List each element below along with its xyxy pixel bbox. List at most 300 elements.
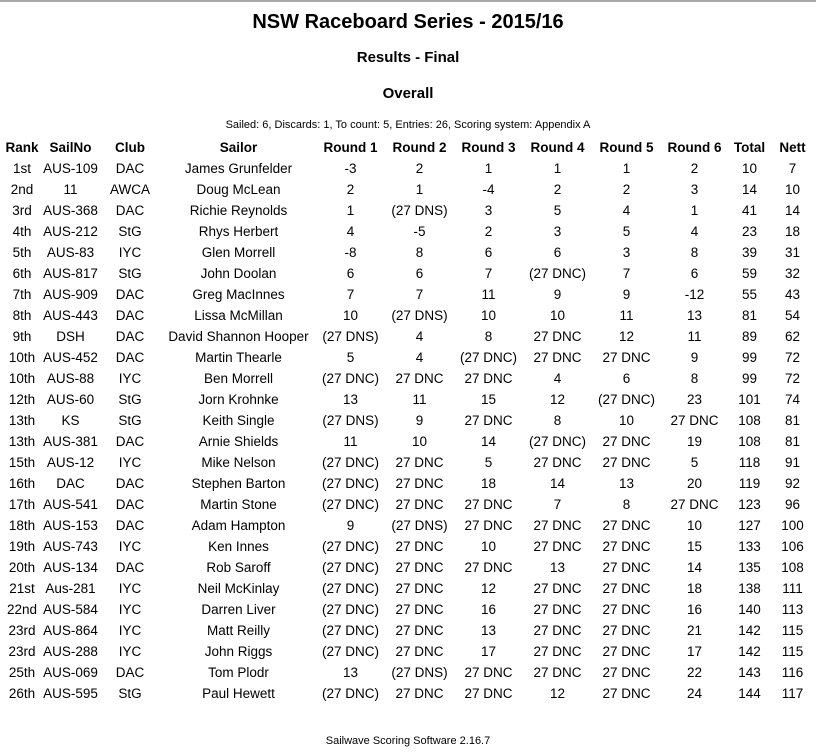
cell-round-1: (27 DNC) xyxy=(321,476,379,491)
cell-nett: 116 xyxy=(781,665,804,680)
cell-round-6: 16 xyxy=(686,602,703,617)
cell-sailno: AUS-817 xyxy=(43,266,98,281)
cell-round-2: 27 DNC xyxy=(395,476,444,491)
table-row xyxy=(2,578,814,599)
cell-club: DAC xyxy=(115,560,145,575)
cell-rank: 19th xyxy=(8,539,36,554)
cell-nett: 92 xyxy=(784,476,801,491)
cell-round-3: 27 DNC xyxy=(464,686,513,701)
cell-round-6: 5 xyxy=(690,455,699,470)
cell-round-6: -12 xyxy=(684,287,705,302)
cell-round-5: 8 xyxy=(622,497,631,512)
cell-round-6: 10 xyxy=(686,518,703,533)
cell-club: StG xyxy=(118,686,142,701)
cell-sailor: Adam Hampton xyxy=(191,518,286,533)
results-table-body xyxy=(2,158,814,704)
cell-nett: 117 xyxy=(781,686,804,701)
cell-round-6: 1 xyxy=(690,203,699,218)
cell-round-5: 27 DNC xyxy=(602,581,651,596)
cell-round-4: (27 DNC) xyxy=(528,434,586,449)
cell-rank: 6th xyxy=(12,266,32,281)
cell-round-1: 5 xyxy=(346,350,355,365)
cell-nett: 81 xyxy=(784,434,801,449)
cell-round-6: 3 xyxy=(690,182,699,197)
cell-round-5: 27 DNC xyxy=(602,518,651,533)
cell-round-3: 15 xyxy=(480,392,497,407)
cell-total: 143 xyxy=(738,665,761,680)
cell-sailno: AUS-212 xyxy=(43,224,98,239)
cell-nett: 62 xyxy=(784,329,801,344)
cell-sailor: Jorn Krohnke xyxy=(198,392,279,407)
table-row xyxy=(2,452,814,473)
cell-round-6: 22 xyxy=(686,665,703,680)
column-header-round-4: Round 4 xyxy=(530,139,585,155)
cell-round-5: 9 xyxy=(622,287,631,302)
cell-rank: 16th xyxy=(8,476,36,491)
cell-round-4: 27 DNC xyxy=(533,581,582,596)
cell-round-1: (27 DNC) xyxy=(321,644,379,659)
cell-round-2: 27 DNC xyxy=(395,581,444,596)
table-row xyxy=(2,431,814,452)
cell-round-2: (27 DNS) xyxy=(391,203,448,218)
cell-round-4: 27 DNC xyxy=(533,350,582,365)
table-row xyxy=(2,641,814,662)
cell-total: 127 xyxy=(738,518,761,533)
cell-round-3: 10 xyxy=(480,539,497,554)
table-row xyxy=(2,389,814,410)
cell-round-6: 21 xyxy=(686,623,703,638)
cell-round-5: 27 DNC xyxy=(602,665,651,680)
cell-round-4: 10 xyxy=(549,308,566,323)
cell-rank: 13th xyxy=(8,434,36,449)
cell-round-6: 8 xyxy=(690,245,699,260)
cell-club: DAC xyxy=(115,287,145,302)
cell-round-2: 1 xyxy=(415,182,424,197)
cell-sailor: Rob Saroff xyxy=(206,560,271,575)
cell-round-5: 27 DNC xyxy=(602,686,651,701)
cell-round-6: 27 DNC xyxy=(670,413,719,428)
cell-total: 55 xyxy=(741,287,758,302)
cell-round-2: 7 xyxy=(415,287,424,302)
cell-round-2: -5 xyxy=(413,224,426,239)
cell-sailor: Stephen Barton xyxy=(191,476,286,491)
cell-round-2: 27 DNC xyxy=(395,497,444,512)
cell-rank: 20th xyxy=(8,560,36,575)
cell-round-6: 2 xyxy=(690,161,699,176)
cell-club: IYC xyxy=(118,245,142,260)
cell-sailno: AUS-541 xyxy=(43,497,98,512)
cell-rank: 12th xyxy=(8,392,36,407)
cell-round-4: 12 xyxy=(549,392,566,407)
table-row xyxy=(2,620,814,641)
column-header-rank: Rank xyxy=(5,139,39,155)
cell-sailor: Rhys Herbert xyxy=(198,224,279,239)
cell-total: 138 xyxy=(738,581,761,596)
column-header-round-3: Round 3 xyxy=(461,139,516,155)
cell-round-1: (27 DNS) xyxy=(322,329,379,344)
cell-round-6: 23 xyxy=(686,392,703,407)
cell-nett: 43 xyxy=(784,287,801,302)
cell-sailno: AUS-909 xyxy=(43,287,98,302)
cell-round-4: 27 DNC xyxy=(533,644,582,659)
cell-sailno: AUS-443 xyxy=(43,308,98,323)
cell-sailor: John Doolan xyxy=(200,266,277,281)
cell-round-4: 12 xyxy=(549,686,566,701)
cell-sailor: Arnie Shields xyxy=(198,434,279,449)
cell-total: 142 xyxy=(738,644,761,659)
cell-round-4: 6 xyxy=(553,245,562,260)
cell-rank: 5th xyxy=(12,245,32,260)
cell-nett: 31 xyxy=(784,245,801,260)
cell-club: DAC xyxy=(115,350,145,365)
cell-round-4: 27 DNC xyxy=(533,602,582,617)
table-row xyxy=(2,305,814,326)
table-row xyxy=(2,557,814,578)
cell-sailno: AUS-153 xyxy=(43,518,98,533)
cell-round-2: 27 DNC xyxy=(395,644,444,659)
cell-total: 99 xyxy=(741,371,758,386)
cell-round-1: (27 DNC) xyxy=(321,497,379,512)
cell-sailor: John Riggs xyxy=(204,644,273,659)
cell-round-3: 12 xyxy=(480,581,497,596)
cell-sailno: AUS-069 xyxy=(43,665,98,680)
cell-total: 14 xyxy=(741,182,758,197)
cell-round-3: 6 xyxy=(484,245,493,260)
cell-round-2: 2 xyxy=(415,161,424,176)
cell-round-2: 27 DNC xyxy=(395,455,444,470)
cell-total: 89 xyxy=(741,329,758,344)
cell-round-4: 27 DNC xyxy=(533,455,582,470)
cell-nett: 106 xyxy=(781,539,804,554)
cell-round-2: 27 DNC xyxy=(395,686,444,701)
cell-round-2: 27 DNC xyxy=(395,602,444,617)
cell-sailor: Darren Liver xyxy=(201,602,276,617)
cell-round-3: (27 DNC) xyxy=(459,350,517,365)
cell-round-6: 4 xyxy=(690,224,699,239)
cell-round-3: 1 xyxy=(484,161,493,176)
column-header-round-5: Round 5 xyxy=(599,139,654,155)
page-title: NSW Raceboard Series - 2015/16 xyxy=(252,11,564,33)
cell-sailor: Glen Morrell xyxy=(201,245,276,260)
cell-round-3: 5 xyxy=(484,455,493,470)
cell-sailor: Keith Single xyxy=(202,413,275,428)
cell-sailno: AUS-864 xyxy=(43,623,98,638)
cell-total: 81 xyxy=(741,308,758,323)
cell-nett: 72 xyxy=(784,371,801,386)
cell-round-3: 3 xyxy=(484,203,493,218)
cell-total: 10 xyxy=(741,161,758,176)
cell-rank: 7th xyxy=(12,287,32,302)
cell-sailor: Greg MacInnes xyxy=(192,287,285,302)
cell-round-6: 13 xyxy=(686,308,703,323)
cell-round-4: 1 xyxy=(553,161,562,176)
cell-rank: 4th xyxy=(12,224,32,239)
cell-sailor: Martin Stone xyxy=(200,497,277,512)
cell-sailno: AUS-743 xyxy=(43,539,98,554)
cell-round-2: (27 DNS) xyxy=(391,518,448,533)
cell-sailor: Matt Reilly xyxy=(206,623,270,638)
cell-round-2: (27 DNS) xyxy=(391,308,448,323)
cell-sailno: Aus-281 xyxy=(45,581,96,596)
cell-round-2: 11 xyxy=(412,392,427,407)
column-header-round-2: Round 2 xyxy=(392,139,447,155)
column-header-round-1: Round 1 xyxy=(323,139,378,155)
cell-rank: 1st xyxy=(12,161,31,176)
cell-round-3: 13 xyxy=(480,623,497,638)
cell-round-2: 8 xyxy=(415,245,424,260)
cell-club: StG xyxy=(118,224,142,239)
cell-sailor: Tom Plodr xyxy=(208,665,269,680)
cell-total: 118 xyxy=(738,455,761,470)
cell-sailno: AUS-584 xyxy=(43,602,98,617)
cell-total: 142 xyxy=(738,623,761,638)
cell-round-1: -8 xyxy=(344,245,357,260)
cell-round-4: 8 xyxy=(553,413,562,428)
cell-round-3: -4 xyxy=(482,182,495,197)
cell-round-5: 3 xyxy=(622,245,631,260)
cell-total: 108 xyxy=(738,413,761,428)
cell-sailno: DAC xyxy=(56,476,85,491)
cell-rank: 9th xyxy=(12,329,32,344)
cell-total: 59 xyxy=(741,266,758,281)
cell-round-2: (27 DNS) xyxy=(391,665,448,680)
results-table xyxy=(2,136,814,704)
cell-round-2: 27 DNC xyxy=(395,623,444,638)
cell-sailor: Martin Thearle xyxy=(195,350,282,365)
cell-round-5: 27 DNC xyxy=(602,623,651,638)
cell-round-3: 17 xyxy=(480,644,497,659)
cell-round-4: 9 xyxy=(553,287,562,302)
cell-round-6: 11 xyxy=(687,329,702,344)
cell-round-5: 5 xyxy=(622,224,631,239)
series-summary: Sailed: 6, Discards: 1, To count: 5, Entries: 26, Scoring system: Appendix A xyxy=(225,119,591,131)
cell-sailno: AUS-60 xyxy=(46,392,95,407)
cell-round-2: 27 DNC xyxy=(395,560,444,575)
cell-round-1: (27 DNC) xyxy=(321,539,379,554)
cell-total: 144 xyxy=(738,686,761,701)
cell-sailno: AUS-368 xyxy=(43,203,98,218)
cell-rank: 26th xyxy=(8,686,36,701)
cell-round-4: 3 xyxy=(553,224,562,239)
cell-round-6: 20 xyxy=(686,476,703,491)
cell-round-2: 10 xyxy=(411,434,428,449)
table-row xyxy=(2,515,814,536)
table-row xyxy=(2,662,814,683)
cell-total: 108 xyxy=(738,434,761,449)
cell-rank: 2nd xyxy=(10,182,34,197)
table-row xyxy=(2,284,814,305)
cell-nett: 14 xyxy=(784,203,801,218)
cell-nett: 72 xyxy=(784,350,801,365)
cell-round-3: 27 DNC xyxy=(464,371,513,386)
cell-round-1: 2 xyxy=(346,182,355,197)
results-table-header xyxy=(2,136,814,158)
cell-round-2: 27 DNC xyxy=(395,371,444,386)
cell-round-5: 6 xyxy=(622,371,631,386)
cell-sailor: Ken Innes xyxy=(208,539,269,554)
cell-club: IYC xyxy=(118,644,142,659)
cell-club: StG xyxy=(118,266,142,281)
cell-rank: 13th xyxy=(8,413,36,428)
cell-round-1: -3 xyxy=(344,161,357,176)
cell-round-4: 27 DNC xyxy=(533,623,582,638)
cell-club: IYC xyxy=(118,623,142,638)
cell-round-5: 27 DNC xyxy=(602,644,651,659)
cell-round-1: (27 DNC) xyxy=(321,455,379,470)
cell-rank: 23rd xyxy=(8,623,36,638)
cell-round-3: 27 DNC xyxy=(464,413,513,428)
cell-sailor: Lissa McMillan xyxy=(194,308,283,323)
cell-rank: 10th xyxy=(8,350,36,365)
cell-sailno: AUS-83 xyxy=(46,245,95,260)
cell-round-5: 10 xyxy=(618,413,635,428)
column-header-sailno: SailNo xyxy=(49,139,92,155)
cell-club: DAC xyxy=(115,497,145,512)
cell-club: DAC xyxy=(115,476,145,491)
table-row xyxy=(2,473,814,494)
cell-round-5: (27 DNC) xyxy=(597,392,655,407)
cell-total: 140 xyxy=(738,602,761,617)
cell-round-1: 9 xyxy=(346,518,355,533)
column-header-nett: Nett xyxy=(779,139,806,155)
cell-round-4: 27 DNC xyxy=(533,329,582,344)
cell-round-6: 15 xyxy=(686,539,703,554)
cell-nett: 115 xyxy=(781,644,804,659)
table-row xyxy=(2,158,814,179)
cell-sailno: 11 xyxy=(63,182,78,197)
cell-sailor: James Grunfelder xyxy=(184,161,293,176)
cell-round-1: 6 xyxy=(346,266,355,281)
cell-round-3: 14 xyxy=(480,434,497,449)
cell-round-3: 8 xyxy=(484,329,493,344)
cell-sailno: AUS-88 xyxy=(46,371,95,386)
table-row xyxy=(2,179,814,200)
cell-round-1: 13 xyxy=(342,392,359,407)
cell-round-6: 19 xyxy=(686,434,703,449)
cell-nett: 100 xyxy=(781,518,804,533)
cell-round-3: 27 DNC xyxy=(464,518,513,533)
cell-sailor: Mike Nelson xyxy=(201,455,276,470)
cell-round-4: 5 xyxy=(553,203,562,218)
cell-nett: 111 xyxy=(782,581,803,596)
cell-total: 41 xyxy=(741,203,758,218)
table-row xyxy=(2,221,814,242)
cell-round-3: 11 xyxy=(481,287,496,302)
cell-round-3: 7 xyxy=(484,266,493,281)
cell-nett: 81 xyxy=(784,413,801,428)
cell-nett: 18 xyxy=(784,224,801,239)
cell-total: 99 xyxy=(741,350,758,365)
column-header-round-6: Round 6 xyxy=(667,139,722,155)
cell-total: 135 xyxy=(738,560,761,575)
cell-total: 101 xyxy=(738,392,761,407)
column-header-total: Total xyxy=(733,139,766,155)
cell-round-5: 4 xyxy=(622,203,631,218)
table-row xyxy=(2,263,814,284)
header-row xyxy=(2,136,814,158)
cell-round-1: 10 xyxy=(342,308,359,323)
cell-round-5: 27 DNC xyxy=(602,350,651,365)
cell-sailor: Richie Reynolds xyxy=(189,203,288,218)
cell-total: 23 xyxy=(741,224,758,239)
cell-club: DAC xyxy=(115,308,145,323)
cell-round-2: 9 xyxy=(415,413,424,428)
cell-club: DAC xyxy=(115,161,145,176)
cell-round-6: 17 xyxy=(686,644,703,659)
table-row xyxy=(2,494,814,515)
cell-nett: 74 xyxy=(784,392,801,407)
cell-round-5: 27 DNC xyxy=(602,602,651,617)
cell-round-5: 1 xyxy=(622,161,631,176)
cell-round-3: 2 xyxy=(484,224,493,239)
table-row xyxy=(2,347,814,368)
cell-rank: 3rd xyxy=(12,203,32,218)
cell-round-1: 1 xyxy=(346,203,355,218)
cell-round-4: 7 xyxy=(553,497,562,512)
cell-club: StG xyxy=(118,392,142,407)
cell-nett: 108 xyxy=(781,560,804,575)
cell-sailno: AUS-452 xyxy=(43,350,98,365)
cell-round-5: 7 xyxy=(622,266,631,281)
cell-round-4: 27 DNC xyxy=(533,665,582,680)
cell-round-1: (27 DNC) xyxy=(321,686,379,701)
cell-sailno: AUS-134 xyxy=(43,560,98,575)
cell-sailno: DSH xyxy=(56,329,85,344)
cell-round-5: 2 xyxy=(622,182,631,197)
cell-rank: 25th xyxy=(8,665,36,680)
cell-round-4: 13 xyxy=(549,560,566,575)
cell-club: IYC xyxy=(118,371,142,386)
cell-sailor: Paul Hewett xyxy=(202,686,275,701)
cell-rank: 15th xyxy=(8,455,36,470)
cell-club: StG xyxy=(118,413,142,428)
cell-round-3: 16 xyxy=(480,602,497,617)
cell-nett: 91 xyxy=(784,455,801,470)
cell-round-1: 11 xyxy=(343,434,358,449)
cell-total: 123 xyxy=(738,497,761,512)
cell-round-4: 27 DNC xyxy=(533,518,582,533)
cell-round-6: 27 DNC xyxy=(670,497,719,512)
table-row xyxy=(2,683,814,704)
cell-club: DAC xyxy=(115,434,145,449)
cell-total: 39 xyxy=(741,245,758,260)
cell-club: AWCA xyxy=(110,182,150,197)
table-row xyxy=(2,368,814,389)
cell-club: DAC xyxy=(115,203,145,218)
cell-round-3: 27 DNC xyxy=(464,665,513,680)
window-top-border xyxy=(0,0,816,2)
cell-club: IYC xyxy=(118,539,142,554)
cell-rank: 17th xyxy=(8,497,36,512)
cell-nett: 32 xyxy=(784,266,801,281)
cell-round-6: 24 xyxy=(686,686,703,701)
cell-rank: 21st xyxy=(9,581,35,596)
table-row xyxy=(2,200,814,221)
cell-total: 133 xyxy=(738,539,761,554)
cell-round-5: 27 DNC xyxy=(602,539,651,554)
cell-round-2: 6 xyxy=(415,266,424,281)
cell-round-1: (27 DNC) xyxy=(321,623,379,638)
cell-round-4: 14 xyxy=(549,476,566,491)
cell-club: DAC xyxy=(115,665,145,680)
cell-round-4: 27 DNC xyxy=(533,539,582,554)
cell-sailno: AUS-381 xyxy=(43,434,98,449)
cell-sailor: Doug McLean xyxy=(196,182,281,197)
cell-round-5: 12 xyxy=(618,329,635,344)
cell-round-3: 18 xyxy=(480,476,497,491)
cell-round-3: 27 DNC xyxy=(464,560,513,575)
cell-round-2: 27 DNC xyxy=(395,539,444,554)
